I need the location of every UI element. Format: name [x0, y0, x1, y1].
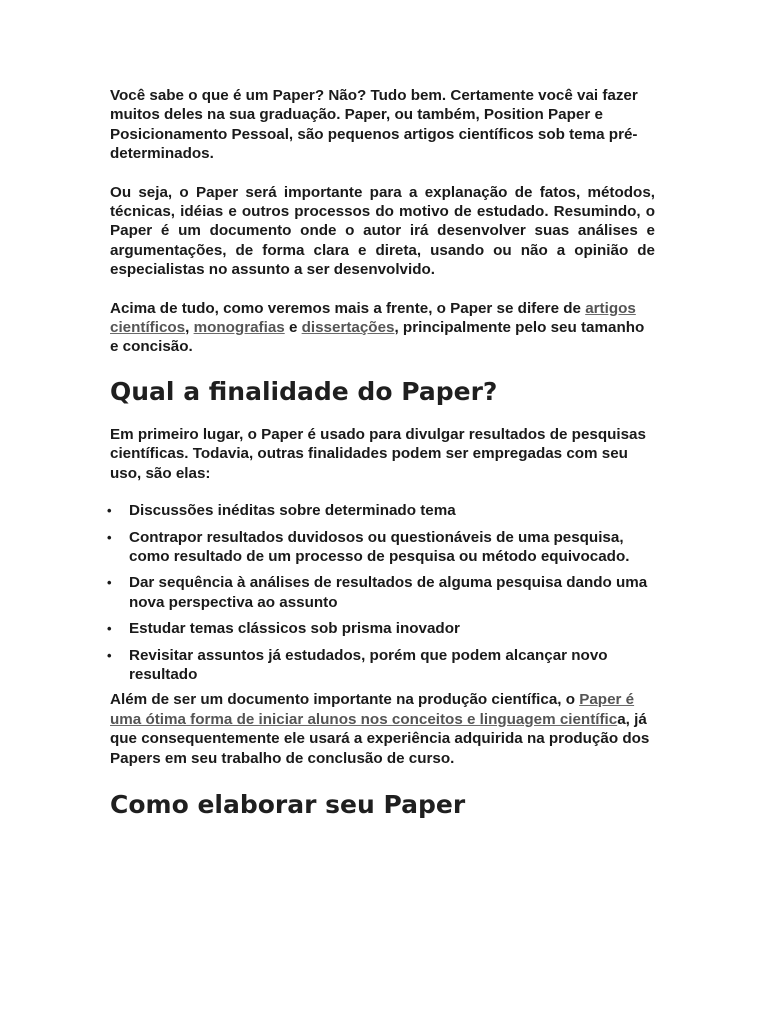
list-item-text: Dar sequência à análises de resultados de alguma pesquisa dando uma nova perspectiva ao assunto — [129, 574, 648, 611]
difference-separator-2: e — [284, 319, 302, 337]
list-item — [107, 619, 655, 638]
list-item-text: Contrapor resultados duvidosos ou questionáveis de uma pesquisa, como resultado de um processo de pesquisa ou método equivocado. — [129, 528, 630, 565]
link-paper-otima-forma[interactable]: Paper é uma ótima forma de iniciar alunos nos conceitos e linguagem científic — [110, 691, 635, 728]
difference-text-start: Acima de tudo, como veremos mais a frente, o Paper se difere de — [110, 299, 586, 317]
list-item — [107, 501, 655, 520]
bullet-icon: • — [107, 503, 112, 519]
bullet-icon: • — [107, 621, 112, 637]
link-monografias[interactable]: monografias — [193, 319, 285, 337]
link-dissertacoes[interactable]: dissertações — [301, 319, 395, 337]
purpose-list — [107, 501, 655, 684]
list-item-text: Revisitar assuntos já estudados, porém que podem alcançar novo resultado — [129, 646, 608, 683]
heading-elaborar: Como elaborar seu Paper — [110, 789, 466, 819]
heading-finalidade: Qual a finalidade do Paper? — [110, 376, 498, 406]
list-item — [107, 646, 655, 685]
bullet-icon: • — [107, 647, 112, 663]
explanation-paragraph: Ou seja, o Paper será importante para a explanação de fatos, métodos, técnicas, idéias e outros processos do motivo de estudado. Resumindo, o Paper é um documento onde o autor irá desenvolver suas análises e argumentações, de forma clara e direta, usando ou não a opinião de especialistas no assunto a ser desenvolvido. — [110, 183, 655, 279]
list-item — [107, 528, 655, 567]
bullet-icon: • — [107, 575, 112, 591]
difference-text-end: , principalmente pelo seu tamanho e concisão. — [110, 319, 645, 356]
difference-separator-1: , — [185, 319, 194, 337]
document-body — [107, 86, 655, 822]
link-artigos-cientificos[interactable]: artigos científicos — [110, 299, 636, 337]
conclusion-text-end: a, já que consequentemente ele usará a experiência adquirida na produção dos Papers em seu trabalho de conclusão de curso. — [110, 710, 650, 767]
intro-paragraph: Você sabe o que é um Paper? Não? Tudo bem. Certamente você vai fazer muitos deles na sua graduação. Paper, ou também, Position Paper e Posicionamento Pessoal, são pequenos artigos científicos sob tema pré-determinados. — [110, 87, 638, 163]
conclusion-text-start: Além de ser um documento importante na produção científica, o — [110, 691, 580, 709]
difference-paragraph — [110, 299, 655, 357]
list-item-text: Discussões inéditas sobre determinado tema — [129, 502, 456, 520]
conclusion-paragraph — [110, 690, 655, 768]
list-item — [107, 573, 655, 612]
bullet-icon: • — [107, 529, 112, 545]
list-item-text: Estudar temas clássicos sob prisma inovador — [129, 620, 460, 638]
purpose-paragraph: Em primeiro lugar, o Paper é usado para divulgar resultados de pesquisas científicas. Todavia, outras finalidades podem ser empregadas com seu uso, são elas: — [110, 425, 646, 482]
